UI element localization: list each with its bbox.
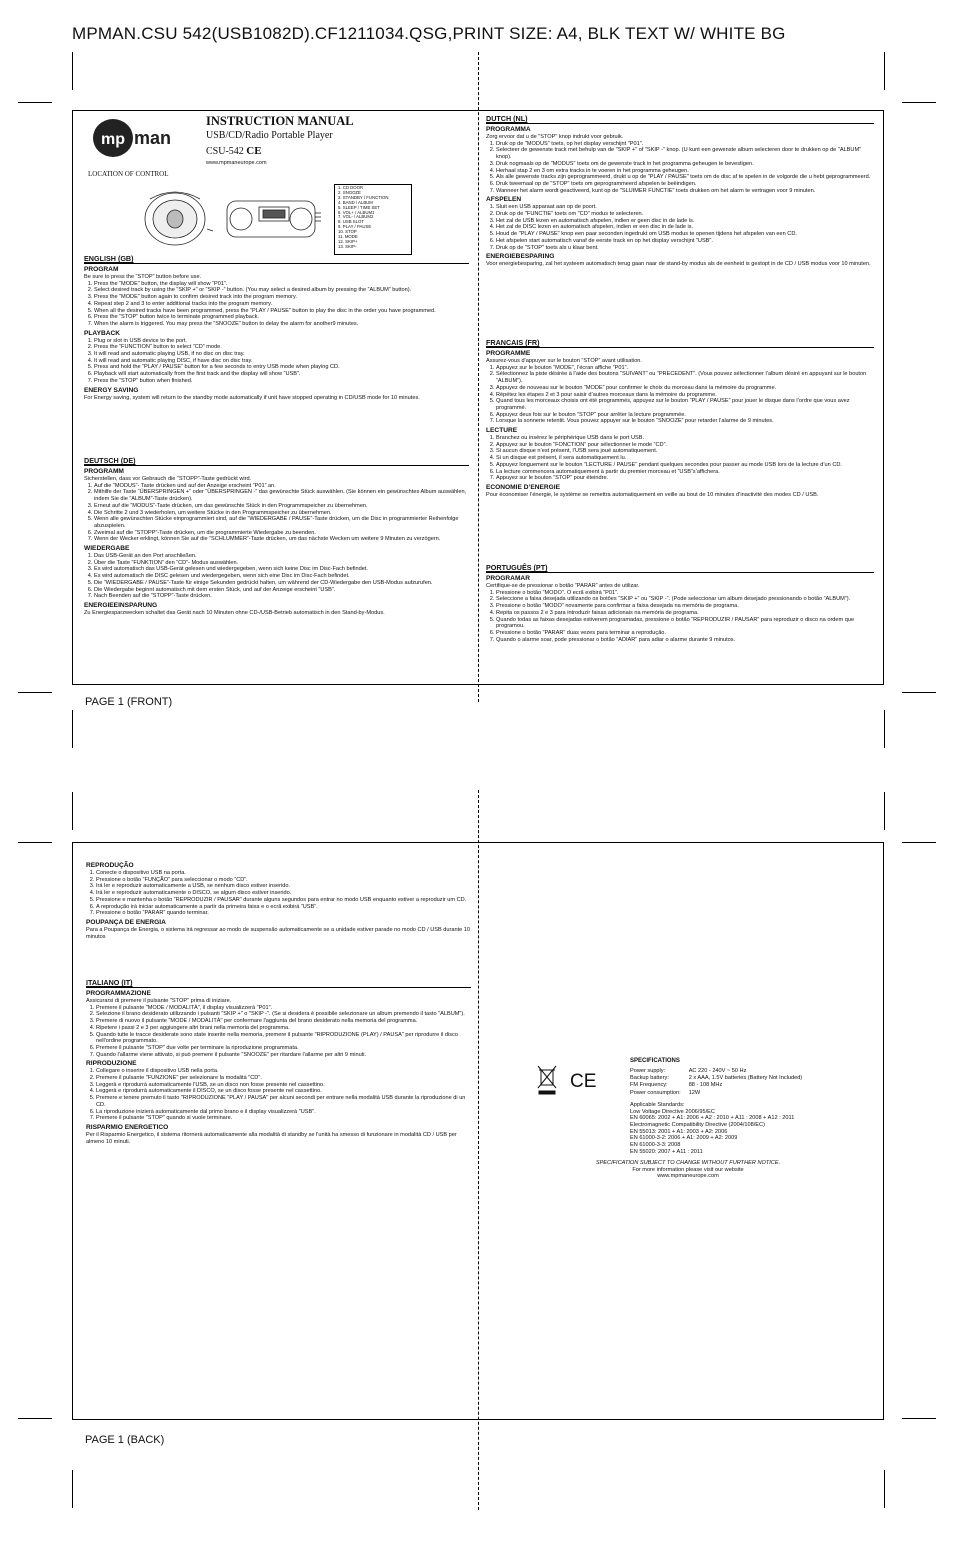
crop-mark (18, 692, 52, 693)
list-item: 1. Appuyez sur le bouton “MODE”, l’écran affiche “P01”. (496, 365, 874, 372)
list-item: 1. Pressione o botão “MODO”. O ecrã exibirá “P01”. (496, 590, 874, 597)
section-italian (86, 978, 471, 1145)
heading-energy-pt: POUPANÇA DE ENERGIA (86, 918, 166, 926)
heading-program-fr: PROGRAMME (486, 350, 531, 357)
control-legend-item: 4. BAND / ALBUM (338, 199, 373, 205)
section-english (84, 254, 469, 401)
lang-heading-portuguese (486, 563, 874, 573)
list-item: 3. Irá ler e reproduzir automaticamente a USB, se nenhum disco estiver inserido. (96, 883, 471, 890)
heading-energy-en: ENERGY SAVING (84, 386, 139, 394)
logo-mp-text: mp (101, 131, 125, 148)
crop-mark (884, 792, 885, 830)
heading-playback-pt: REPRODUÇÃO (86, 862, 134, 869)
spec-label: Backup battery: (630, 1075, 669, 1082)
list-item: 1. Auf die “MODUS”- Taste drücken und auf der Anzeige erscheint “P01” an. (94, 483, 469, 490)
applicable-standards (630, 1102, 870, 1156)
list-item: 2. Selecteer de gewenste track met behulp van de "SKIP +" of "SKIP -" knop. (U kunt een gewenste album selecteren door te drukken op de "ALBUM" knop). (496, 147, 874, 160)
list-item: 7. Premere il pulsante "STOP" quando si vuole terminare. (96, 1115, 471, 1122)
program-intro-en: Be sure to press the “STOP” button before use. (84, 274, 202, 280)
spec-value: 2 x AAA, 1.5V batteries (Battery Not Included) (688, 1075, 803, 1082)
control-legend-item: 7. VOL- / ALBUM2 (338, 214, 374, 220)
lang-title-dutch: DUTCH (NL) (486, 114, 528, 123)
list-item: 5. Wenn alle gewünschten Stücke einprogrammiert sind, auf die “WIEDERGABE / PAUSE”-Taste drücken, um die Disc in programmierter Reihenfolge abzuspielen. (94, 516, 469, 529)
heading-program-it: PROGRAMMAZIONE (86, 990, 151, 997)
website-url: www.mpmaneurope.com (206, 160, 267, 166)
list-item: 2. Über die Taste “FUNKTION” den “CD”- Modus auswählen. (94, 560, 469, 567)
heading-playback-nl: AFSPELEN (486, 196, 522, 204)
notice-block (560, 1160, 816, 1180)
list-item: 4. Het zal de DISC lezen en automatisch afspelen, indien er een disc in de lade is. (496, 224, 874, 231)
crop-mark (18, 842, 52, 843)
list-item: 7. Druk op de "STOP" toets als u klaar bent. (496, 245, 874, 252)
lang-heading-dutch (486, 114, 874, 124)
list-item: 5. Quand tous les morceaux choisis ont été programmés, appuyez sur le bouton “PLAY / PAUSE” pour jouer le disque dans l’ordre que vous avez programmé. (496, 398, 874, 411)
heading-program-pt: PROGRAMAR (486, 575, 530, 582)
spec-row (630, 1082, 810, 1089)
list-item: 3. Het zal de USB lezen en automatisch afspelen, indien er geen disc in de lade is. (496, 218, 874, 225)
list-item: 2. Press the “FUNCTION” button to select “CD” mode. (94, 344, 469, 351)
spec-label: Power supply: (630, 1068, 666, 1074)
playback-list-de (84, 553, 469, 600)
lang-title-italian: ITALIANO (IT) (86, 978, 133, 987)
program-list-fr (486, 365, 874, 425)
list-item: 4. Repita os passos 2 e 3 para introduzir faixas adicionais na memória de programa. (496, 610, 874, 617)
program-list-it (86, 1005, 471, 1059)
standard-line: Electromagnetic Compatibility Directive (2004/108/EC) (630, 1121, 765, 1128)
control-legend-item: 13. SKIP- (338, 243, 357, 249)
heading-playback-en: PLAYBACK (84, 329, 121, 337)
standard-line: EN 60065: 2002 + A1: 2006 + A2 : 2010 + A11 : 2008 + A12 : 2011 (630, 1115, 795, 1122)
mpman-logo (92, 117, 182, 157)
list-item: 7. Pressione o botão “PARAR” quando terminar. (96, 910, 471, 917)
list-item: 1. Premere il pulsante "MODE / MODALITÀ", il display visualizzerà "P01". (96, 1005, 471, 1012)
program-intro-nl: Zorg ervoor dat u de "STOP" knop indrukt voor gebruik. (486, 134, 624, 140)
heading-energy-de: ENERGIEEINSPARUNG (84, 601, 158, 609)
specifications-table (630, 1068, 810, 1097)
energy-text-pt: Para a Poupança de Energia, o sistema irá regressar ao modo de suspensão automaticamente se a unidade estiver parade no modo CD / USB durante 10 minutos (86, 926, 471, 940)
crop-mark (902, 842, 936, 843)
heading-program-en: PROGRAM (84, 266, 119, 273)
list-item: 6. Pressione o botão “PARAR” duas vezes para terminar a reprodução. (496, 630, 874, 637)
list-item: 6. Playback will start automatically from the first track and the display will show “USB”. (94, 371, 469, 378)
crop-mark (884, 52, 885, 90)
crop-mark (72, 710, 73, 748)
crop-mark (72, 52, 73, 90)
playback-list-fr (486, 435, 874, 482)
heading-energy-fr: ECONOMIE D’ENERGIE (486, 483, 561, 491)
energy-text-de: Zu Energiesparzwecken schaltet das Gerät nach 10 Minuten ohne CD-/USB-Betrieb automatisch in den Stand-by-Modus. (84, 609, 385, 616)
weee-bin-icon (538, 1066, 556, 1094)
heading-playback-fr: LECTURE (486, 427, 518, 435)
lang-title-english: ENGLISH (GB) (84, 254, 134, 263)
heading-program-de: PROGRAMM (84, 468, 124, 475)
energy-text-en: For Energy saving, system will return to the standby mode automatically if unit have stopped operating in CD/USB mode for 10 minutes. (84, 394, 420, 401)
compliance-marks (534, 1064, 604, 1098)
crop-mark (884, 1470, 885, 1508)
ce-mark: CE (246, 145, 262, 157)
program-list-nl (486, 141, 874, 195)
list-item: 1. Press the “MODE” button, the display will show “P01”. (94, 281, 469, 288)
lang-heading-italian (86, 978, 471, 988)
control-legend-box (334, 184, 412, 255)
list-item: 5. Press and hold the “PLAY / PAUSE” button for a few seconds to entry USB mode when playing CD. (94, 364, 469, 371)
standard-line: Low Voltage Directive 2006/95/EC (630, 1108, 715, 1115)
list-item: 1. Conecte o dispositivo USB na porta. (96, 870, 471, 877)
list-item: 7. Quando o alarme soar, pode pressionar o botão “ADIAR” para adiar o alarme durante 9 minutos. (496, 637, 874, 644)
list-item: 7. Press the “STOP” button when finished. (94, 378, 469, 385)
spec-row (630, 1090, 810, 1097)
list-item: 2. Sélectionnez la piste désirée à l’aide des boutons “SUIVANT” ou “PRECEDENT”. (Vous pouvez sélectionner l’album désiré en appuyant sur le bouton “ALBUM”). (496, 371, 874, 384)
list-item: 6. Druk tweemaal op de "STOP" toets om geprogrammeerd afspelen te beëindigen. (496, 181, 874, 188)
control-legend-item: 10. STOP (338, 229, 357, 235)
list-item: 4. Répétez les étapes 2 et 3 pour saisir d’autres morceaux dans la mémoire du programme. (496, 392, 874, 399)
list-item: 6. A reprodução irá iniciar automaticamente a partir da primeira faixa e o ecrã exibirá “USB”. (96, 904, 471, 911)
list-item: 4. Die Schritte 2 und 3 wiederholen, um weitere Stücke in den Programmspeicher zu übernehmen. (94, 510, 469, 517)
playback-list-pt (86, 870, 471, 917)
energy-text-it: Per il Risparmio Energetico, il sistema ritornerà automaticamente alla modalità di standby se l'unità ha smesso di funzionare in modalità CD / USB per almeno 10 minuti. (86, 1131, 457, 1145)
list-item: 6. Premere il pulsante "STOP" due volte per terminare la riproduzione programmata. (96, 1045, 471, 1052)
list-item: 1. Druk op de "MODUS" toets, op het display verschijnt "P01". (496, 141, 874, 148)
logo-man-text: man (134, 128, 172, 148)
list-item: 7. Appuyez sur le bouton “STOP” pour éteindre. (496, 475, 874, 482)
list-item: 5. Houd de "PLAY / PAUSE" knop een paar seconden ingedrukt om USB modus te openen tijdens het afspelen van een CD. (496, 231, 874, 238)
lang-heading-french (486, 338, 874, 348)
product-illustration (135, 183, 330, 253)
control-legend-item: 5. SLEEP / TIME SET (338, 204, 380, 210)
list-item: 4. Si un disque est présent, il sera automatiquement lu. (496, 455, 874, 462)
list-item: 5. Premere e tenere premuto il tasto "RIPRODUZIONE "PLAY / PAUSA" per alcuni secondi per entrare nella modalità USB durante la riproduzione di un CD. (96, 1095, 471, 1108)
list-item: 3. It will read and automatic playing USB, if no disc on disc tray. (94, 351, 469, 358)
section-portuguese (486, 563, 874, 643)
lang-title-french: FRANCAIS (FR) (486, 338, 540, 347)
list-item: 1. Plug or slot in USB device to the port. (94, 338, 469, 345)
control-legend-item: 11. MODE (338, 234, 358, 240)
program-intro-fr: Assurez-vous d’appuyer sur le bouton “STOP” avant utilisation. (486, 358, 642, 364)
lang-heading-english (84, 254, 469, 264)
standard-line: EN 61000-3-3: 2008 (630, 1142, 681, 1149)
list-item: 5. Pressione e mantenha o botão “REPRODUZIR / PAUSAR” durante alguns segundos para entrar no modo USB enquanto estiver a reproduzir um CD. (96, 897, 471, 904)
lang-title-german: DEUTSCH (DE) (84, 456, 136, 465)
crop-mark (902, 1418, 936, 1419)
list-item: 7. Wanneer het alarm wordt geactiveerd, kunt op de "SLUIMER FUNCTIE" toets drukken om het alarm te vertragen voor 9 minuten. (496, 188, 874, 195)
lang-heading-german (84, 456, 469, 466)
list-item: 6. La lecture commencera automatiquement à partir du premier morceau et “USB”s’affichera. (496, 469, 874, 476)
section-german (84, 456, 469, 617)
control-legend-item: 6. VOL+ / ALBUM1 (338, 209, 375, 215)
crop-mark (18, 102, 52, 103)
list-item: 2. Seleccione a faixa desejada utilizando os botões “SKIP +” ou “SKIP -”. (Pode seleccionar um album desejado pressionando o botão “ALBUM”). (496, 596, 874, 603)
list-item: 3. Premere di nuovo il pulsante "MODE / MODALITÀ" per confermare l'aggiunta del brano desiderato nella memoria del programma. (96, 1018, 471, 1025)
list-item: 1. Branchez ou insérez le périphérique USB dans le port USB. (496, 435, 874, 442)
energy-text-nl: Voor energiebesparing, zal het systeem automatisch terug gaan naar de stand-by modus als de eenheid is gestopt in de CD / USB modus voor 10 minuten. (486, 261, 871, 268)
list-item: 6. La riproduzione inizierà automaticamente dal primo brano e il display visualizzerà "USB". (96, 1109, 471, 1116)
list-item: 4. Repeat step 2 and 3 to enter additional tracks into the program memory. (94, 301, 469, 308)
energy-text-fr: Pour économiser l’énergie, le système se remettra automatiquement en veille au bout de 10 minutes d’inactivité des modes CD / USB. (486, 491, 819, 498)
standard-line: EN 55020: 2007 + A11 : 2011 (630, 1148, 703, 1155)
list-item: 3. Druk nogmaals op de "MODUS" toets om de gewenste track in het programma geheugen te bevestigen. (496, 161, 874, 168)
page-label-front: PAGE 1 (FRONT) (85, 696, 173, 708)
list-item: 2. Pressione o botão “FUNÇÃO” para seleccionar o modo “CD”. (96, 877, 471, 884)
section-portuguese-continued (86, 860, 471, 940)
list-item: 6. Het afspelen start automatisch vanaf de eerste track en op het display verschijnt "USB". (496, 238, 874, 245)
control-legend-item: 3. STANDBY / FUNCTION (338, 194, 389, 200)
list-item: 5. Appuyez longuement sur le bouton “LECTURE / PAUSE” pendant quelques secondes pour passer au mode USB lors de la lecture d’un CD. (496, 462, 874, 469)
section-french (486, 338, 874, 499)
list-item: 5. Als alle gewenste tracks zijn geprogrammeerd, drukt u op de "PLAY / PAUSE" toets om de disc af te spelen in de volgorde die u hebt geprogrammeerd. (496, 174, 874, 181)
list-item: 1. Collegare o inserire il dispositivo USB nella porta. (96, 1068, 471, 1075)
spec-row (630, 1068, 810, 1075)
control-legend-item: 8. USB SLOT (338, 219, 365, 225)
list-item: 2. Druk op de "FUNCTIE" toets om "CD" modus te selecteren. (496, 211, 874, 218)
list-item: 5. When all the desired tracks have been programmed, press the “PLAY / PAUSE” button to play the disc in the order you have programmed. (94, 308, 469, 315)
list-item: 7. Nach Beenden auf die “STOPP”-Taste drücken. (94, 593, 469, 600)
crop-mark (72, 1470, 73, 1508)
crop-mark (72, 792, 73, 830)
crop-mark (884, 710, 885, 748)
list-item: 1. Sluit een USB apparaat aan op de poort. (496, 204, 874, 211)
list-item: 7. Quando l'allarme viene attivato, si può premere il pulsante "SNOOZE" per ritardare l'allarme per altri 9 minuti. (96, 1052, 471, 1059)
spec-label: Power consumption: (630, 1089, 681, 1096)
list-item: 2. Select desired track by using the “SKIP +” or “SKIP -” button. (You may select a desired album by pressing the “ALBUM” button). (94, 287, 469, 294)
list-item: 3. Es wird automatisch das USB-Gerät gelesen und wiedergegeben, wenn sich keine Disc im Disc-Fach befindet. (94, 566, 469, 573)
list-item: 3. Appuyez de nouveau sur le bouton “MODE” pour confirmer le choix du morceau dans la mémoire du programme. (496, 385, 874, 392)
heading-playback-de: WIEDERGABE (84, 545, 130, 553)
list-item: 5. Die “WIEDERGABE / PAUSE”-Taste für einige Sekunden gedrückt halten, um während der CD-Wiedergabe den USB-Modus aufzurufen. (94, 580, 469, 587)
list-item: 3. Pressione o botão “MODO” novamente para confirmar a faixa desejada na memória de programa. (496, 603, 874, 610)
list-item: 1. Das USB-Gerät an den Port anschließen. (94, 553, 469, 560)
program-list-de (84, 483, 469, 543)
ce-mark-icon: CE (570, 1071, 597, 1092)
list-item: 4. Irá ler e reproduzir automaticamente o DISCO, se algum disco estiver inserido. (96, 890, 471, 897)
section-dutch (486, 114, 874, 268)
crop-mark (902, 692, 936, 693)
control-legend-item: 9. PLAY / PAUSE (338, 224, 372, 230)
list-item: 7. Lorsque la sonnerie retentit. Vous pouvez appuyer sur le bouton “SNOOZE” pour retarder l’alarme de 9 minutes. (496, 418, 874, 425)
list-item: 5. Quando todas as faixas desejadas estiverem programadas, pressione o botão “REPRODUZIR / PAUSAR” para reproduzir o disco na ordem que programou. (496, 617, 874, 630)
standard-line: EN 61000-3-2: 2006 + A1: 2009 + A2: 2009 (630, 1135, 738, 1142)
control-legend-item: 12. SKIP+ (338, 238, 358, 244)
list-item: 2. Selezione il brano desiderato utilizzando i pulsanti "SKIP +" o "SKIP -". (Se si desidera è possibile selezionare un album premendo il tasto "ALBUM"). (96, 1011, 471, 1018)
list-item: 7. When the alarm is triggered. You may press the “SNOOZE” button to delay the alarm for another9 minutes. (94, 321, 469, 328)
list-item: 6. Press the “STOP” button twice to terminate programmed playback. (94, 314, 469, 321)
heading-playback-it: RIPRODUZIONE (86, 1060, 137, 1068)
model-text: CSU-542 (206, 146, 244, 157)
list-item: 4. It will read and automatic playing DISC, if have disc on disc tray. (94, 358, 469, 365)
control-legend-list (338, 186, 408, 250)
list-item: 3. Si aucun disque n’est présent, l’USB sera joué automatiquement. (496, 448, 874, 455)
page-label-back: PAGE 1 (BACK) (85, 1434, 165, 1446)
list-item: 4. Leggerà e riprodurrà automaticamente il DISCO, se un disco fosse presente nel cassettino. (96, 1088, 471, 1095)
spec-value: 12W (688, 1089, 701, 1096)
list-item: 3. Press the “MODE” button again to confirm desired track into the program memory. (94, 294, 469, 301)
list-item: 6. Appuyez deux fois sur le bouton “STOP” pour arrêter la lecture programmée. (496, 412, 874, 419)
list-item: 4. Es wird automatisch die DISC gelesen und wiedergegeben, wenn sich eine Disc im Disc-Fach befindet. (94, 573, 469, 580)
program-intro-de: Sicherstellen, dass vor Gebrauch die “STOPP”-Taste gedrückt wird. (84, 476, 252, 482)
program-list-en (84, 281, 469, 328)
list-item: 6. Die Wiedergabe beginnt automatisch mit dem ersten Stück, und auf der Anzeige erscheint “USB”. (94, 587, 469, 594)
list-item: 5. Quando tutte le tracce desiderate sono state inserite nella memoria, premere il pulsante "RIPRODUZIONE (PLAY) / PAUSA" per riprodurre il disco nell'ordine programmato. (96, 1032, 471, 1045)
list-item: 2. Mithilfe der Taste “ÜBERSPRINGEN +” oder “ÜBERSPRINGEN -” das gewünschte Stück auswählen. (Sie können ein gewünschtes Album auswählen, indem Sie die “ALBUM”-Taste drücken). (94, 489, 469, 502)
location-of-control-label: LOCATION OF CONTROL (88, 170, 169, 178)
model-number (206, 145, 262, 157)
manual-title: INSTRUCTION MANUAL (206, 114, 354, 128)
standard-line: Applicable Standards: (630, 1101, 685, 1108)
heading-energy-it: RISPARMIO ENERGETICO (86, 1123, 169, 1131)
list-item: 2. Premere il pulsante "FUNZIONE" per selezionare la modalità "CD". (96, 1075, 471, 1082)
list-item: 4. Herhaal stap 2 en 3 om extra tracks in te voeren in het programma geheugen. (496, 168, 874, 175)
product-name: USB/CD/Radio Portable Player (206, 130, 333, 141)
spec-row (630, 1075, 810, 1082)
list-item: 3. Erneut auf die “MODUS”-Taste drücken, um das gewünschte Stück in den Programmspeicher zu übernehmen. (94, 503, 469, 510)
spec-value: 88 - 108 MHz (688, 1082, 723, 1089)
spec-change-notice: SPECIFICATION SUBJECT TO CHANGE WITHOUT FURTHER NOTICE. (595, 1160, 781, 1166)
control-legend-item: 1. CD DOOR (338, 185, 364, 190)
specifications-title: SPECIFICATIONS (630, 1058, 680, 1064)
standard-line: EN 55013: 2001 + A1: 2003 + A2: 2006 (630, 1128, 728, 1135)
more-info-text: For more information please visit our website (632, 1166, 744, 1173)
lang-title-portuguese: PORTUGUÊS (PT) (486, 563, 548, 572)
spec-label: FM Frequency: (630, 1082, 668, 1089)
playback-list-it (86, 1068, 471, 1122)
document-header-title: MPMAN.CSU 542(USB1082D).CF1211034.QSG,PRINT SIZE: A4, BLK TEXT W/ WHITE BG (72, 24, 786, 43)
heading-energy-nl: ENERGIEBESPARING (486, 253, 555, 261)
list-item: 2. Appuyez sur le bouton “FONCTION” pour sélectionner le mode “CD”. (496, 442, 874, 449)
website-url-back: www.mpmaneurope.com (657, 1173, 719, 1180)
list-item: 7. Wenn der Wecker erklingt, können Sie auf die “SCHLUMMER”-Taste drücken, um das nächste Wecken um weitere 9 Minuten zu verzögern. (94, 536, 469, 543)
crop-mark (18, 1418, 52, 1419)
list-item: 4. Ripetere i passi 2 e 3 per aggiungere altri brani nella memoria del programma. (96, 1025, 471, 1032)
program-list-pt (486, 590, 874, 644)
control-legend-item: 2. SNOOZE (338, 189, 361, 195)
spec-value: AC 220 - 240V ~ 50 Hz (688, 1068, 747, 1074)
heading-program-nl: PROGRAMMA (486, 126, 531, 133)
program-intro-pt: Certifique-se de pressionar o botão “PARAR” antes de utilizar. (486, 583, 640, 589)
list-item: 6. Zweimal auf die “STOPP”-Taste drücken, um die programmierte Wiedergabe zu beenden. (94, 530, 469, 537)
playback-list-nl (486, 204, 874, 251)
specifications-section (630, 1055, 870, 1155)
crop-mark (902, 102, 936, 103)
list-item: 3. Leggerà e riprodurrà automaticamente l'USB, se un disco non fosse presente nel cassettino. (96, 1082, 471, 1089)
program-intro-it: Assicurarsi di premere il pulsante "STOP" prima di iniziare. (86, 998, 232, 1004)
playback-list-en (84, 338, 469, 385)
